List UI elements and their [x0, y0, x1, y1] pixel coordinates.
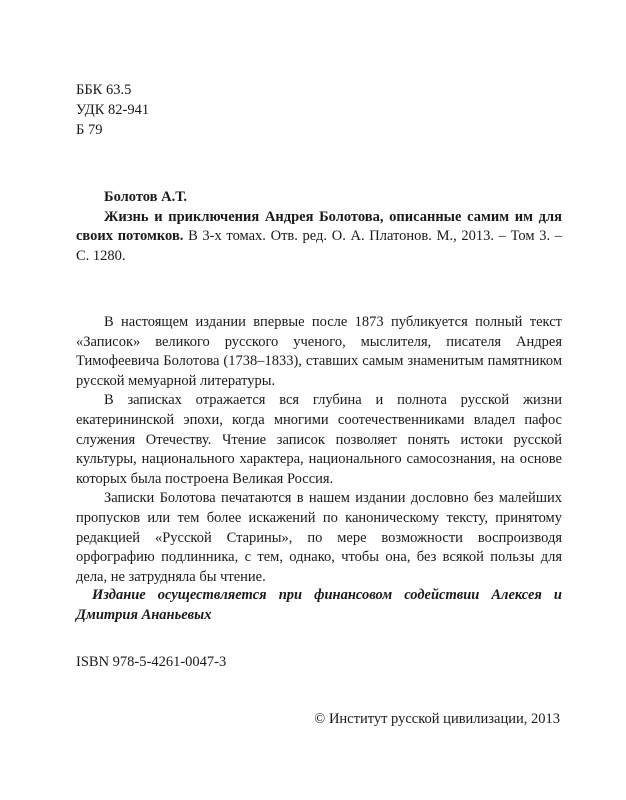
isbn: ISBN 978-5-4261-0047-3	[76, 654, 227, 670]
annotation	[76, 313, 562, 587]
bibliographic-description	[76, 208, 562, 267]
bbk-code: ББК 63.5	[76, 82, 132, 98]
bibliographic-entry	[76, 188, 562, 266]
udk-code: УДК 82-941	[76, 102, 150, 118]
annotation-paragraph: Записки Болотова печатаются в нашем издании дословно без малейших пропусков или тем более искажений по каноническому тексту, принятому редакцией «Русской Старины», по мере возможности воспроизводя орфографию подлинника, с тем, однако, чтобы она, без всякой пользы для дела, не затрудняла бы чтение.	[76, 490, 562, 585]
annotation-paragraph: В записках отражается вся глубина и полнота русской жизни екатерининской эпохи, когда многими соотечественниками владел пафос служения Отечеству. Чтение записок позволяет понять истоки русской культуры, национального характера, национального самосознания, на основе которых была построена Великая Россия.	[76, 392, 562, 487]
sponsor-text: Издание осуществляется при финансовом содействии Алексея и Дмитрия Ананьевых	[76, 587, 562, 623]
book-details: В 3-х томах. Отв. ред. О. А. Платонов. М., 2013. – Том 3. – С. 1280.	[76, 228, 562, 264]
sponsor-note	[76, 586, 562, 625]
copyright: © Институт русской цивилизации, 2013	[314, 711, 560, 727]
author-name: Болотов А.Т.	[104, 189, 188, 205]
annotation-paragraph: В настоящем издании впервые после 1873 публикуется полный текст «Записок» великого русского ученого, мыслителя, писателя Андрея Тимофеевича Болотова (1738–1833), ставших самым знаменитым памятником русской мемуарной литературы.	[76, 314, 562, 389]
book-title: Жизнь и приключения Андрея Болотова, описанные самим им для своих потомков.	[76, 208, 562, 244]
classification-block	[76, 80, 149, 140]
author-mark: Б 79	[76, 122, 103, 138]
